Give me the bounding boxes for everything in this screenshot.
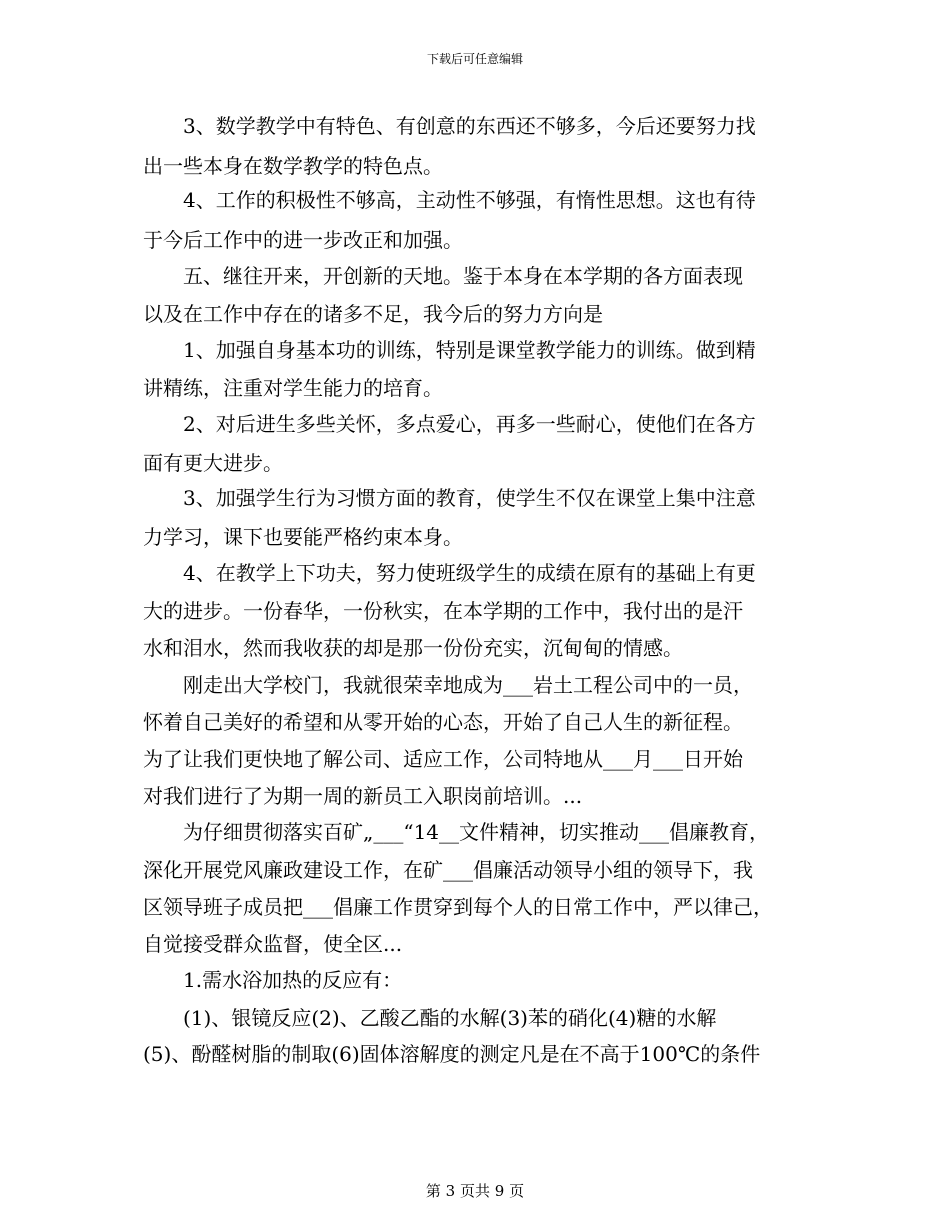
text-line: 3、数学教学中有特色、有创意的东西还不够多，今后还要努力找 xyxy=(143,114,756,138)
text-line: 对我们进行了为期一周的新员工入职岗前培训。... xyxy=(143,784,583,808)
text-line: 3、加强学生行为习惯方面的教育，使学生不仅在课堂上集中注意 xyxy=(143,486,756,510)
text-line: 于今后工作中的进一步改正和加强。 xyxy=(143,228,463,252)
text-line: 五、继往开来，开创新的天地。鉴于本身在本学期的各方面表现 xyxy=(143,264,743,288)
text-line: 深化开展党风廉政建设工作，在矿___倡廉活动领导小组的领导下，我 xyxy=(143,858,753,882)
text-line: 以及在工作中存在的诸多不足，我今后的努力方向是 xyxy=(143,302,603,326)
text-line: 2、对后进生多些关怀，多点爱心，再多一些耐心，使他们在各方 xyxy=(143,412,756,436)
text-line: 4、在教学上下功夫，努力使班级学生的成绩在原有的基础上有更 xyxy=(143,561,756,585)
text-line: 水和泪水，然而我收获的却是那一份份充实，沉甸甸的情感。 xyxy=(143,636,683,660)
page-number-footer: 第 3 页共 9 页 xyxy=(425,1182,525,1200)
text-line: 区领导班子成员把___倡廉工作贯穿到每个人的日常工作中，严以律己， xyxy=(143,895,773,919)
text-line: 讲精练，注重对学生能力的培育。 xyxy=(143,376,443,400)
text-line: 面有更大进步。 xyxy=(143,451,283,475)
text-line: 怀着自己美好的希望和从零开始的心态，开始了自己人生的新征程。 xyxy=(143,710,743,734)
text-line: 刚走出大学校门，我就很荣幸地成为___岩土工程公司中的一员， xyxy=(143,673,753,697)
text-line: 为仔细贯彻落实百矿„___“14__文件精神，切实推动___倡廉教育， xyxy=(143,820,770,844)
text-line: 力学习，课下也要能严格约束本身。 xyxy=(143,525,463,549)
text-line: (1)、银镜反应(2)、乙酸乙酯的水解(3)苯的硝化(4)糖的水解 xyxy=(143,1006,717,1030)
text-line: 出一些本身在数学教学的特色点。 xyxy=(143,154,443,178)
text-line: 为了让我们更快地了解公司、适应工作，公司特地从___月___日开始 xyxy=(143,747,743,771)
text-line: 大的进步。一份春华，一份秋实，在本学期的工作中，我付出的是汗 xyxy=(143,599,743,623)
text-line: 1.需水浴加热的反应有： xyxy=(143,968,403,992)
text-line: 1、加强自身基本功的训练，特别是课堂教学能力的训练。做到精 xyxy=(143,338,756,362)
text-line: 自觉接受群众监督，使全区... xyxy=(143,932,403,956)
text-line: (5)、酚醛树脂的制取(6)固体溶解度的测定凡是在不高于100℃的条件 xyxy=(143,1042,761,1066)
text-line: 4、工作的积极性不够高，主动性不够强，有惰性思想。这也有待 xyxy=(143,188,756,212)
page-header: 下载后可任意编辑 xyxy=(426,52,523,66)
